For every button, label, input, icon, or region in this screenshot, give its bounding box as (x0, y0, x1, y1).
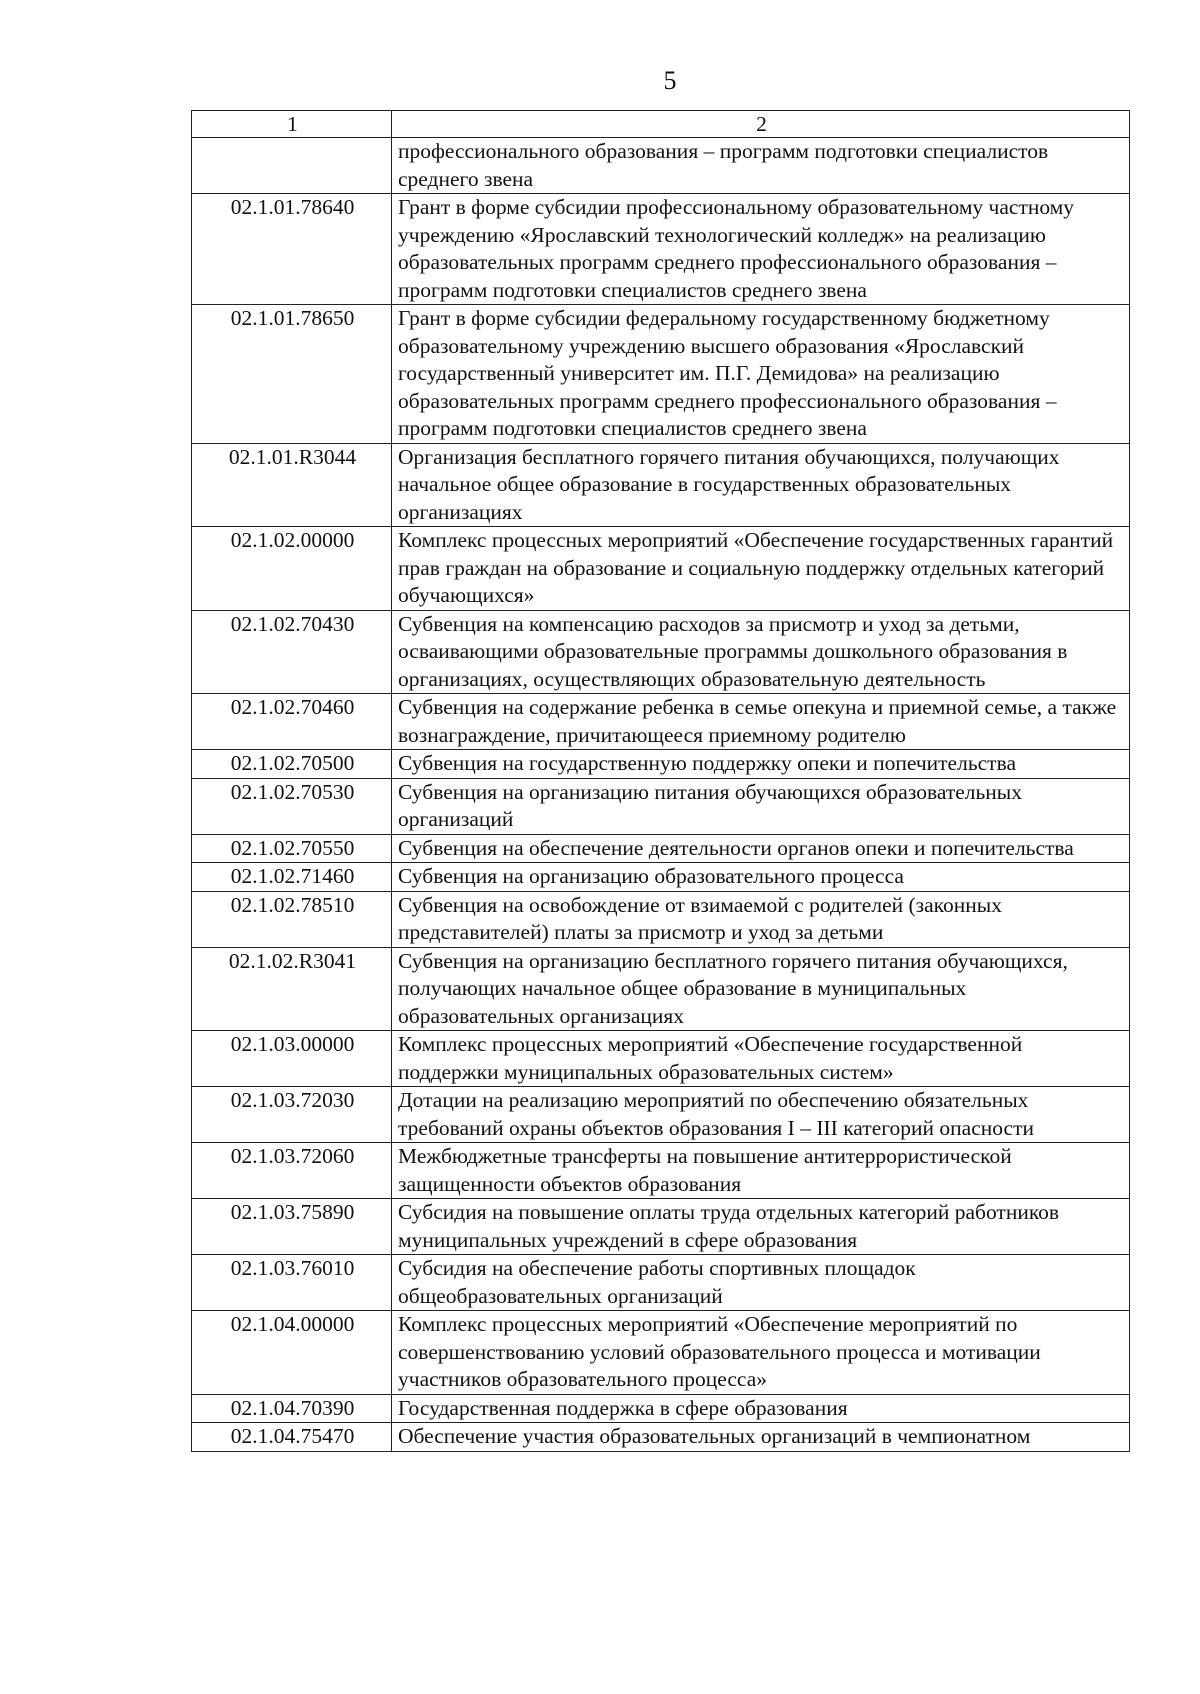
description-cell: Субвенция на содержание ребенка в семье опекуна и приемной семье, а также вознаграждение, причитающееся приемному родителю (392, 694, 1130, 750)
budget-code-cell: 02.1.03.76010 (192, 1255, 392, 1311)
table-row (192, 750, 1130, 779)
description-cell: Обеспечение участия образовательных организаций в чемпионатном (392, 1423, 1130, 1452)
budget-code-cell: 02.1.02.70460 (192, 694, 392, 750)
table-row (192, 1311, 1130, 1395)
description-cell: Субвенция на компенсацию расходов за присмотр и уход за детьми, осваивающими образовательные программы дошкольного образования в организациях, осуществляющих образовательную деятельность (392, 610, 1130, 694)
column-header-2: 2 (392, 111, 1130, 138)
budget-code-cell: 02.1.02.70500 (192, 750, 392, 779)
description-cell: Субвенция на освобождение от взимаемой с родителей (законных представителей) платы за присмотр и уход за детьми (392, 891, 1130, 947)
budget-code-cell: 02.1.01.78650 (192, 305, 392, 444)
budget-code-cell: 02.1.02.00000 (192, 527, 392, 611)
table-row (192, 1255, 1130, 1311)
budget-code-cell: 02.1.01.78640 (192, 194, 392, 305)
budget-code-cell: 02.1.02.70550 (192, 834, 392, 863)
description-cell: Дотации на реализацию мероприятий по обеспечению обязательных требований охраны объектов образования I – III категорий опасности (392, 1087, 1130, 1143)
description-cell: Грант в форме субсидии федеральному государственному бюджетному образовательному учреждению высшего образования «Ярославский государственный университет им. П.Г. Демидова» на реализацию образовательных программ среднего профессионального образования – программ подготовки специалистов среднего звена (392, 305, 1130, 444)
table-row (192, 527, 1130, 611)
table-row (192, 1394, 1130, 1423)
budget-code-cell: 02.1.02.78510 (192, 891, 392, 947)
column-header-1: 1 (192, 111, 392, 138)
table-body (192, 138, 1130, 1452)
budget-code-cell: 02.1.02.70430 (192, 610, 392, 694)
description-cell: Комплекс процессных мероприятий «Обеспечение государственных гарантий прав граждан на образование и социальную поддержку отдельных категорий обучающихся» (392, 527, 1130, 611)
table-row (192, 1087, 1130, 1143)
table-row (192, 194, 1130, 305)
budget-code-cell: 02.1.04.70390 (192, 1394, 392, 1423)
table-row (192, 1199, 1130, 1255)
budget-code-cell: 02.1.03.72030 (192, 1087, 392, 1143)
table-row (192, 1423, 1130, 1452)
table-row (192, 891, 1130, 947)
budget-code-cell: 02.1.02.R3041 (192, 947, 392, 1031)
table-row (192, 778, 1130, 834)
budget-code-cell: 02.1.03.00000 (192, 1031, 392, 1087)
description-cell: Организация бесплатного горячего питания обучающихся, получающих начальное общее образование в государственных образовательных организациях (392, 443, 1130, 527)
budget-codes-table (191, 110, 1130, 1452)
table-row (192, 610, 1130, 694)
description-cell: Субсидия на повышение оплаты труда отдельных категорий работников муниципальных учреждений в сфере образования (392, 1199, 1130, 1255)
table-header-row (192, 111, 1130, 138)
description-cell: Грант в форме субсидии профессиональному образовательному частному учреждению «Ярославский технологический колледж» на реализацию образовательных программ среднего профессионального образования – программ подготовки специалистов среднего звена (392, 194, 1130, 305)
table-row (192, 863, 1130, 892)
description-cell: профессионального образования – программ подготовки специалистов среднего звена (392, 138, 1130, 194)
budget-code-cell: 02.1.02.70530 (192, 778, 392, 834)
description-cell: Субвенция на обеспечение деятельности органов опеки и попечительства (392, 834, 1130, 863)
description-cell: Комплекс процессных мероприятий «Обеспечение мероприятий по совершенствованию условий образовательного процесса и мотивации участников образовательного процесса» (392, 1311, 1130, 1395)
table-row (192, 947, 1130, 1031)
description-cell: Субвенция на государственную поддержку опеки и попечительства (392, 750, 1130, 779)
budget-code-cell: 02.1.01.R3044 (192, 443, 392, 527)
table-row (192, 694, 1130, 750)
table-row (192, 138, 1130, 194)
description-cell: Субвенция на организацию питания обучающихся образовательных организаций (392, 778, 1130, 834)
description-cell: Государственная поддержка в сфере образования (392, 1394, 1130, 1423)
budget-code-cell: 02.1.03.75890 (192, 1199, 392, 1255)
table-row (192, 443, 1130, 527)
budget-code-cell: 02.1.02.71460 (192, 863, 392, 892)
description-cell: Комплекс процессных мероприятий «Обеспечение государственной поддержки муниципальных образовательных систем» (392, 1031, 1130, 1087)
budget-code-cell: 02.1.04.00000 (192, 1311, 392, 1395)
description-cell: Субвенция на организацию образовательного процесса (392, 863, 1130, 892)
description-cell: Субсидия на обеспечение работы спортивных площадок общеобразовательных организаций (392, 1255, 1130, 1311)
budget-code-cell: 02.1.03.72060 (192, 1143, 392, 1199)
description-cell: Межбюджетные трансферты на повышение антитеррористической защищенности объектов образования (392, 1143, 1130, 1199)
budget-code-cell: 02.1.04.75470 (192, 1423, 392, 1452)
table-row (192, 834, 1130, 863)
table-row (192, 1031, 1130, 1087)
table-row (192, 305, 1130, 444)
budget-code-cell (192, 138, 392, 194)
table-row (192, 1143, 1130, 1199)
description-cell: Субвенция на организацию бесплатного горячего питания обучающихся, получающих начальное общее образование в муниципальных образовательных организациях (392, 947, 1130, 1031)
page-number: 5 (663, 66, 677, 95)
